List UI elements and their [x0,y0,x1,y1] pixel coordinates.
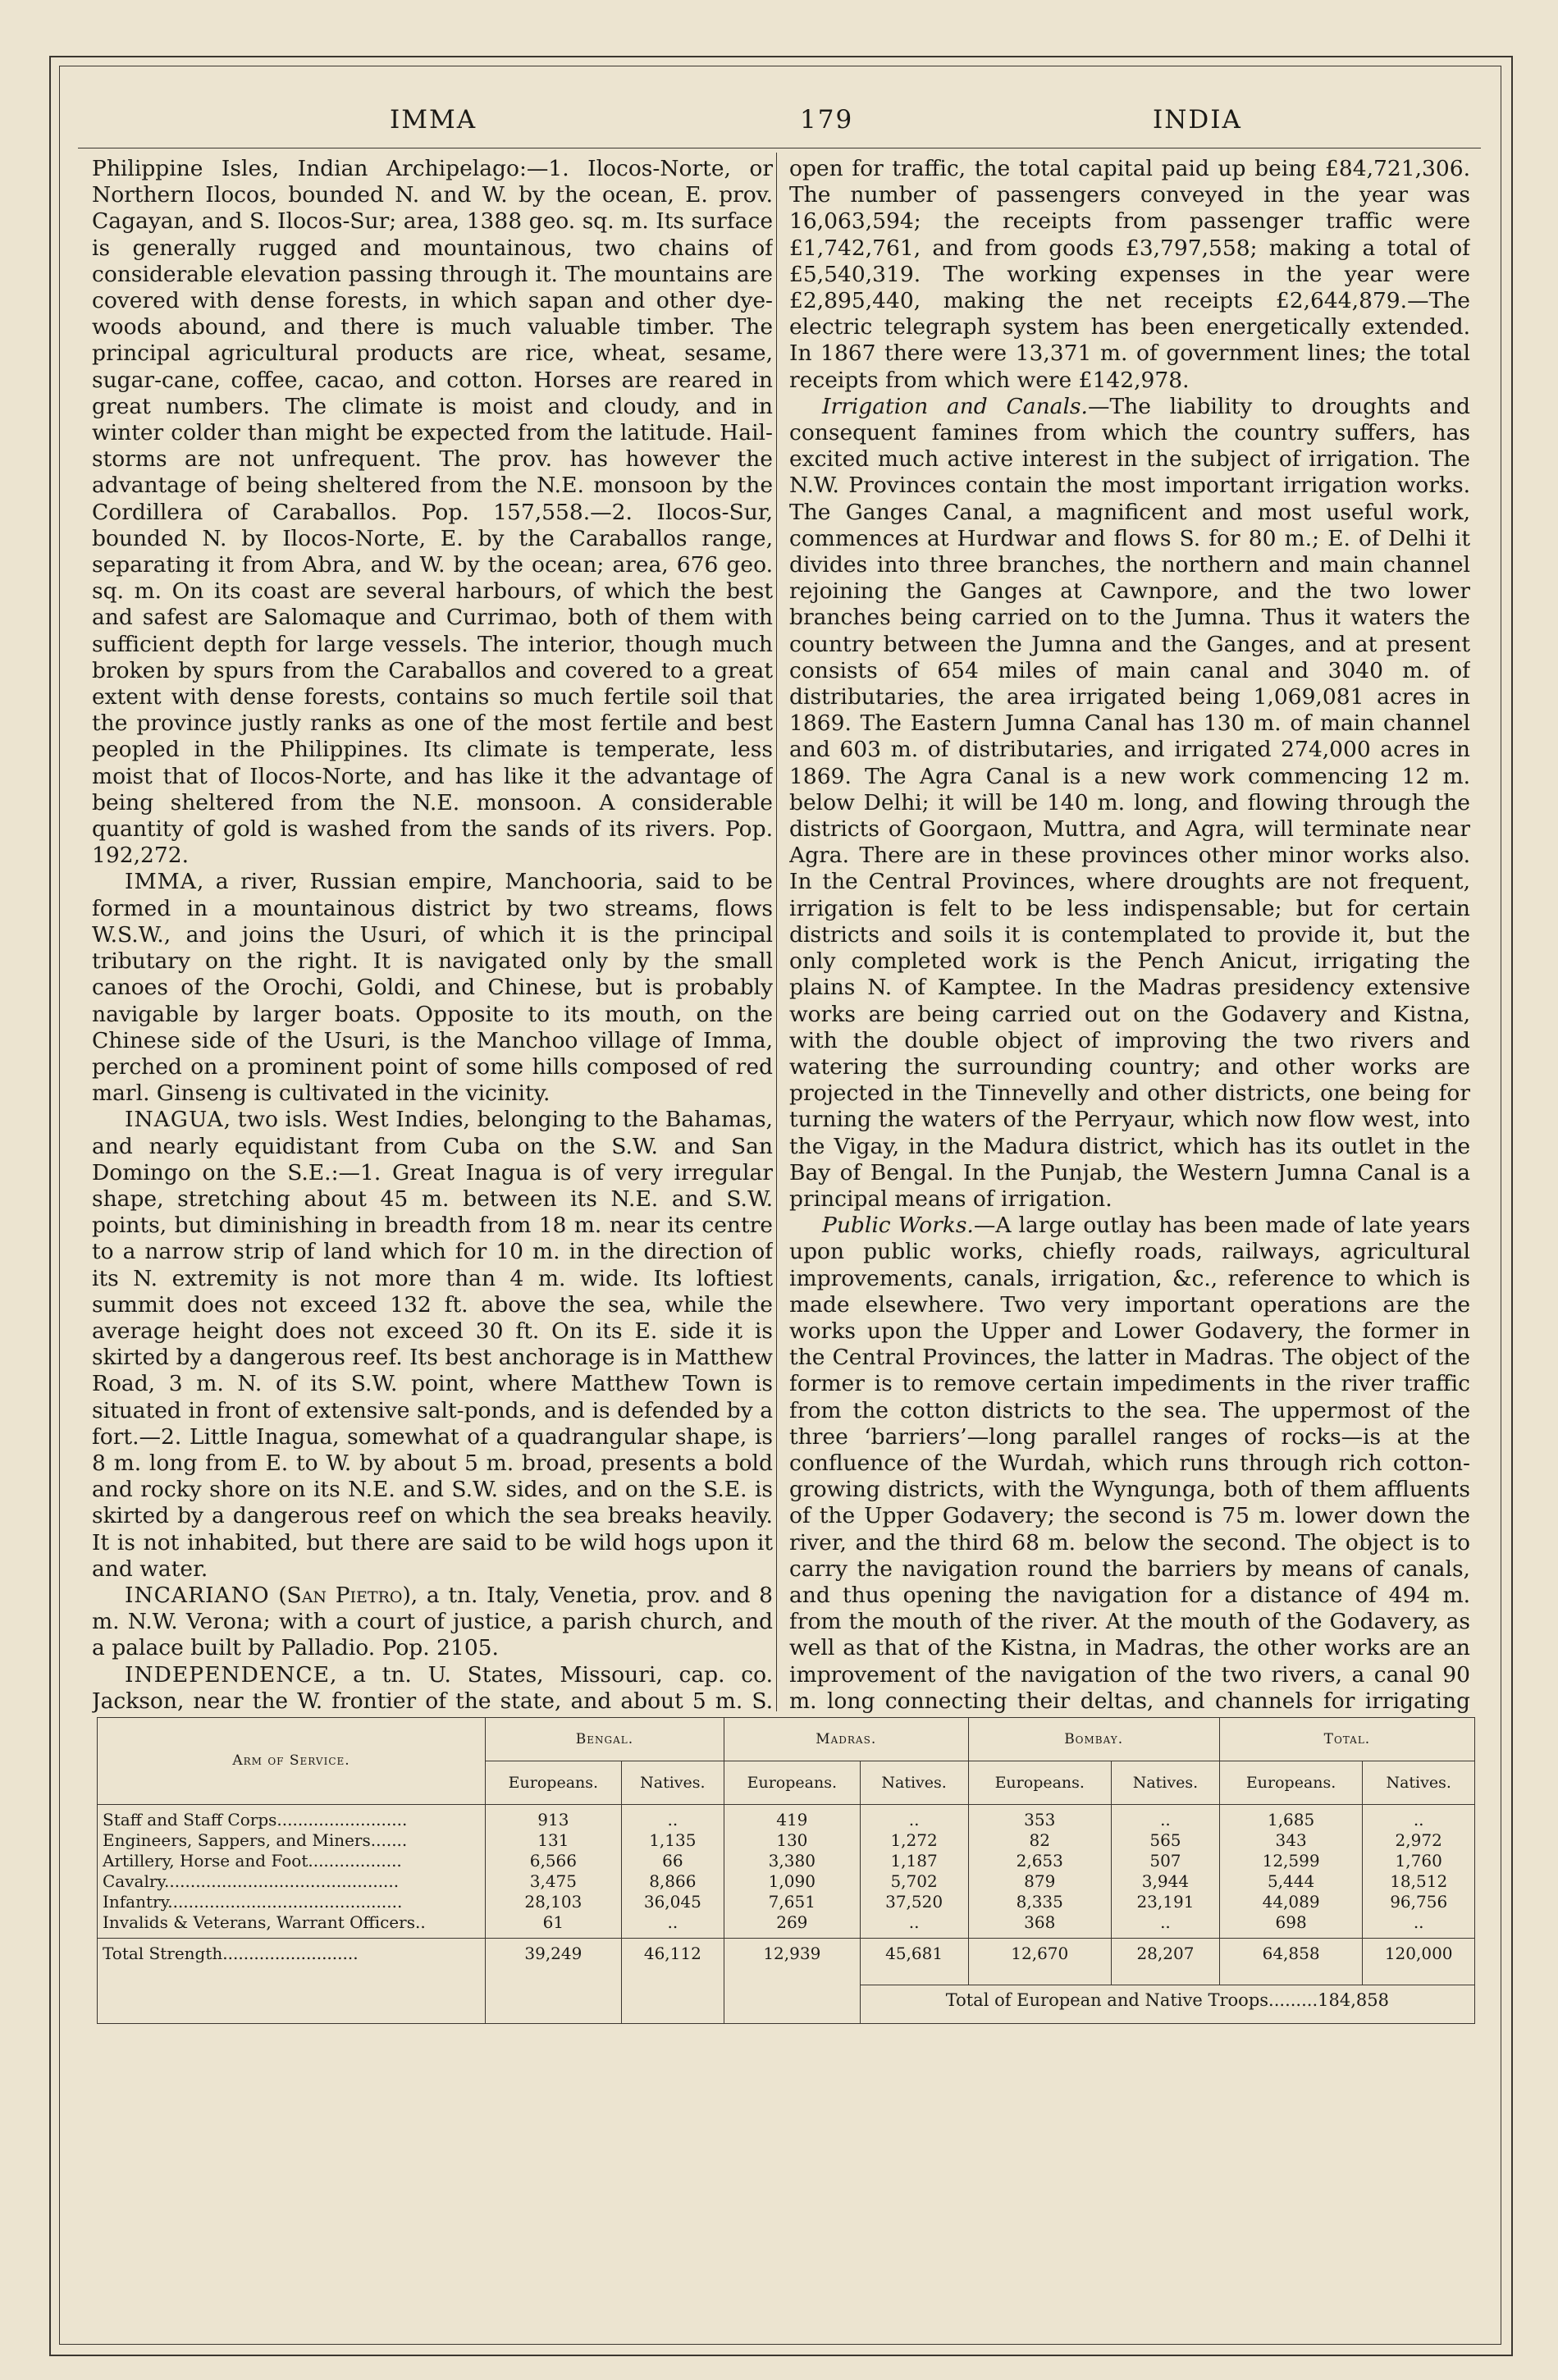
cell-value: 61 [542,1912,564,1932]
right-column [789,156,1470,1715]
service-engineers: Engineers, Sappers, and Miners....... [103,1830,408,1850]
madras-europeans-header: Europeans. [724,1761,860,1805]
cell-value: 96,756 [1390,1892,1448,1912]
cell-value: 879 [1024,1871,1056,1891]
page-number: 179 [800,105,854,135]
cell-value: .. [1413,1912,1424,1932]
cell-value: 5,702 [890,1871,938,1891]
bengal-europeans-header: Europeans. [486,1761,622,1805]
cell-value: 131 [537,1830,569,1850]
public-works-text: —A large outlay has been made of late years upon public works, chiefly roads, railways, agricultural improvements, canals, irrigation, &c., reference to which is made elsewhere. Two very important operations are the works upon the Upper and Lower Godavery, the former in the Central Provinces, the latter in Madras. The object of the former is to remove certain impediments in the river traffic from the cotton districts to the sea. The uppermost of the three ‘barriers’—long parallel ranges of rocks—is at the confluence of the Wurdah, which runs through rich cotton-growing districts, with the Wyngunga, both of them affluents of the Upper Godavery; the second is 75 m. lower down the river, and the third 68 m. below the second. The object is to carry the navigation round the barriers by means of canals, and thus opening the navigation for a distance of 494 m. from the mouth of the river. At the mouth of the Godavery, as well as that of the Kistna, in Madras, the other works are an improvement of the navigation of the two rivers, a canal 90 m. long connecting their deltas, and channels for irrigating [789,1213,1470,1714]
madras-natives-total: 45,681 [860,1939,968,1985]
bengal-europeans-total: 39,249 [486,1939,622,2024]
service-staff: Staff and Staff Corps......................... [103,1810,408,1830]
cell-value: 1,187 [890,1851,938,1871]
public-works-heading: Public Works. [822,1213,974,1239]
incariano-text: , a tn. Italy, Venetia, prov. and 8 m. N.W. Verona; with a court of justice, a parish church, and a palace built by Palladio. Pop. 2105. [92,1582,773,1661]
cell-value: .. [667,1912,678,1932]
cell-value: 8,866 [649,1871,697,1891]
madras-europeans-total: 12,939 [724,1939,860,2024]
cell-value: 12,599 [1262,1851,1320,1871]
service-list [98,1805,486,1939]
total-europeans-values [1219,1805,1363,1939]
bengal-europeans-values [486,1805,622,1939]
independence-entry [92,1662,773,1715]
total-strength-label: Total Strength.......................... [98,1939,486,2024]
cell-value: 82 [1029,1830,1050,1850]
cell-value: 1,685 [1267,1810,1315,1830]
total-header: Total. [1219,1718,1474,1761]
bombay-natives-values [1112,1805,1220,1939]
railway-paragraph: open for traffic, the total capital paid up being £84,721,306. The number of passengers conveyed in the year was 16,063,594; the receipts from passenger traffic were £1,742,761, and from goods £3,797,558; making a total of £5,540,319. The working expenses in the year were £2,895,440, making the net receipts £2,644,879.—The electric telegraph system has been energetically extended. In 1867 there were 13,371 m. of government lines; the total receipts from which were £142,978. [789,156,1470,393]
bengal-natives-header: Natives. [621,1761,724,1805]
cell-value: 1,090 [768,1871,816,1891]
cell-value: .. [1413,1810,1424,1830]
cell-value: 2,972 [1395,1830,1442,1850]
independence-headword: INDEPENDENCE [125,1661,331,1688]
cell-value: 44,089 [1262,1892,1320,1912]
service-infantry: Infantry............................................. [103,1892,403,1912]
cell-value: 8,335 [1016,1892,1063,1912]
inagua-text: , two isls. West Indies, belonging to the Bahamas, and nearly equidistant from Cuba on the S.W. and San Domingo on the S.E.:—1. Great Inagua is of very irregular shape, stretching about 45 m. between its N.E. and S.W. points, but diminishing in breadth from 18 m. near its centre to a narrow strip of land which for 10 m. in the direction of its N. extremity is not more than 4 m. wide. Its loftiest summit does not exceed 132 ft. above the sea, while the average height does not exceed 30 ft. On its E. side it is skirted by a dangerous reef. Its best anchorage is in Matthew Road, 3 m. N. of its S.W. point, where Matthew Town is situated in front of extensive salt-ponds, and is defended by a fort.—2. Little Inagua, somewhat of a quadrangular shape, is 8 m. long from E. to W. by about 5 m. broad, presents a bold and rocky shore on its N.E. and S.W. sides, and on the S.E. is skirted by a dangerous reef on which the sea breaks heavily. It is not inhabited, but there are said to be wild hogs upon it and water. [92,1107,773,1582]
total-natives-header: Natives. [1363,1761,1475,1805]
ilocos-paragraph: Philippine Isles, Indian Archipelago:—1. Ilocos-Norte, or Northern Ilocos, bounded N. and W. by the ocean, E. prov. Cagayan, and S. Ilocos-Sur; area, 1388 geo. sq. m. Its surface is generally rugged and mountainous, two chains of considerable elevation passing through it. The mountains are covered with dense forests, in which sapan and other dye-woods abound, and there is much valuable timber. The principal agricultural products are rice, wheat, sesame, sugar-cane, coffee, cacao, and cotton. Horses are reared in great numbers. The climate is moist and cloudy, and in winter colder than might be expected from the latitude. Hail-storms are not unfrequent. The prov. has however the advantage of being sheltered from the N.E. monsoon by the Cordillera of Caraballos. Pop. 157,558.—2. Ilocos-Sur, bounded N. by Ilocos-Norte, E. by the Caraballos range, separating it from Abra, and W. by the ocean; area, 676 geo. sq. m. On its coast are several harbours, of which the best and safest are Salomaque and Currimao, both of them with sufficient depth for large vessels. The interior, though much broken by spurs from the Caraballos and covered to a great extent with dense forests, contains so much fertile soil that the province justly ranks as one of the most fertile and best peopled in the Philippines. Its climate is temperate, less moist that of Ilocos-Norte, and has like it the advantage of being sheltered from the N.E. monsoon. A considerable quantity of gold is washed from the sands of its rivers. Pop. 192,272. [92,156,773,869]
grand-total: Total of European and Native Troops.........184,858 [860,1985,1474,2024]
table-header-row [98,1718,1475,1761]
cell-value: 37,520 [885,1892,943,1912]
cell-value: 18,512 [1390,1871,1448,1891]
forces-table-wrap [97,1717,1475,2259]
column-divider [776,153,777,1711]
cell-value: .. [667,1810,678,1830]
bengal-natives-total: 46,112 [621,1939,724,2024]
table-body-row [98,1805,1475,1939]
arm-of-service-header: Arm of Service. [98,1718,486,1805]
inagua-headword: INAGUA [125,1107,224,1133]
left-column [92,156,773,1715]
forces-table [97,1717,1475,2024]
cell-value: 36,045 [643,1892,701,1912]
madras-natives-header: Natives. [860,1761,968,1805]
imma-text: , a river, Russian empire, Manchooria, said to be formed in a mountainous district by two streams, flows W.S.W., and joins the Usuri, of which it is the principal tributary on the right. It is navigated only by the small canoes of the Orochi, Goldi, and Chinese, but is probably navigable by larger boats. Opposite to its mouth, on the Chinese side of the Usuri, is the Manchoo village of Imma, perched on a prominent point of some hills composed of red marl. Ginseng is cultivated in the vicinity. [92,869,773,1107]
bombay-natives-total: 28,207 [1112,1939,1220,1985]
cell-value: 23,191 [1136,1892,1195,1912]
irrigation-paragraph [789,394,1470,1213]
service-cavalry: Cavalry............................................. [103,1871,400,1891]
cell-value: 913 [537,1810,569,1830]
public-works-paragraph [789,1213,1470,1715]
irrigation-heading: Irrigation and Canals. [822,393,1088,419]
cell-value: 368 [1024,1912,1056,1932]
bombay-europeans-values [968,1805,1112,1939]
cell-value: 1,135 [649,1830,697,1850]
cell-value: 1,760 [1395,1851,1442,1871]
total-natives-total: 120,000 [1363,1939,1475,1985]
irrigation-text: —The liability to droughts and consequent famines from which the country suffers, has excited much active interest in the subject of irrigation. The N.W. Provinces contain the most important irrigation works. The Ganges Canal, a magnificent and most useful work, commences at Hurdwar and flows S. for 80 m.; E. of Delhi it divides into three branches, the northern and main channel rejoining the Ganges at Cawnpore, and the two lower branches being carried on to the Jumna. Thus it waters the country between the Jumna and the Ganges, and at present consists of 654 miles of main canal and 3040 m. of distributaries, the area irrigated being 1,069,081 acres in 1869. The Eastern Jumna Canal has 130 m. of main channel and 603 m. of distributaries, and irrigated 274,000 acres in 1869. The Agra Canal is a new work commencing 12 m. below Delhi; it will be 140 m. long, and flowing through the districts of Goorgaon, Muttra, and Agra, will terminate near Agra. There are in these provinces other minor works also. In the Central Provinces, where droughts are not frequent, irrigation is felt to be less indispensable; but for certain districts and soils it is contemplated to provide it, but the only completed work is the Pench Anicut, irrigating the plains N. of Kamptee. In the Madras presidency extensive works are being carried out on the Godavery and Kistna, with the double object of improving the two rivers and watering the surrounding country; and other works are projected in the Tinnevelly and other districts, one being for turning the waters of the Perryaur, which now flow west, into the Vigay, in the Madura district, which has its outlet in the Bay of Bengal. In the Punjab, the Western Jumna Canal is a principal means of irrigation. [789,393,1470,1212]
total-europeans-header: Europeans. [1219,1761,1363,1805]
cell-value: 343 [1275,1830,1307,1850]
imma-headword: IMMA [125,869,197,895]
independence-text: , a tn. U. States, Missouri, cap. co. Jackson, near the W. frontier of the state, and about 5 m. S. [92,1661,773,1714]
header-left-word: IMMA [390,105,477,135]
cell-value: .. [1160,1912,1171,1932]
bengal-header: Bengal. [486,1718,724,1761]
madras-europeans-values [724,1805,860,1939]
cell-value: .. [908,1810,920,1830]
incariano-alt-name: (San Pietro) [278,1582,411,1608]
cell-value: 5,444 [1267,1871,1315,1891]
bengal-natives-values [621,1805,724,1939]
cell-value: 3,475 [529,1871,577,1891]
cell-value: 28,103 [524,1892,583,1912]
service-artillery: Artillery, Horse and Foot.................. [103,1851,402,1871]
total-natives-values [1363,1805,1475,1939]
total-strength-row [98,1939,1475,1985]
bombay-header: Bombay. [968,1718,1219,1761]
madras-header: Madras. [724,1718,968,1761]
bombay-europeans-total: 12,670 [968,1939,1112,1985]
incariano-headword: INCARIANO [125,1582,270,1608]
cell-value: 565 [1149,1830,1181,1850]
cell-value: 3,380 [768,1851,816,1871]
inagua-entry [92,1107,773,1583]
cell-value: 66 [662,1851,683,1871]
header-right-word: INDIA [1153,105,1242,135]
incariano-entry [92,1583,773,1662]
cell-value: 6,566 [529,1851,577,1871]
cell-value: 507 [1149,1851,1181,1871]
cell-value: 353 [1024,1810,1056,1830]
cell-value: .. [908,1912,920,1932]
cell-value: 1,272 [890,1830,938,1850]
bombay-natives-header: Natives. [1112,1761,1220,1805]
bombay-europeans-header: Europeans. [968,1761,1112,1805]
cell-value: .. [1160,1810,1171,1830]
imma-entry [92,869,773,1107]
running-header [78,105,1481,138]
cell-value: 2,653 [1016,1851,1063,1871]
cell-value: 7,651 [768,1892,816,1912]
cell-value: 269 [776,1912,808,1932]
cell-value: 3,944 [1141,1871,1190,1891]
cell-value: 130 [776,1830,808,1850]
service-invalids: Invalids & Veterans, Warrant Officers.. [103,1912,426,1932]
cell-value: 419 [776,1810,808,1830]
total-europeans-total: 64,858 [1219,1939,1363,1985]
madras-natives-values [860,1805,968,1939]
cell-value: 698 [1275,1912,1307,1932]
